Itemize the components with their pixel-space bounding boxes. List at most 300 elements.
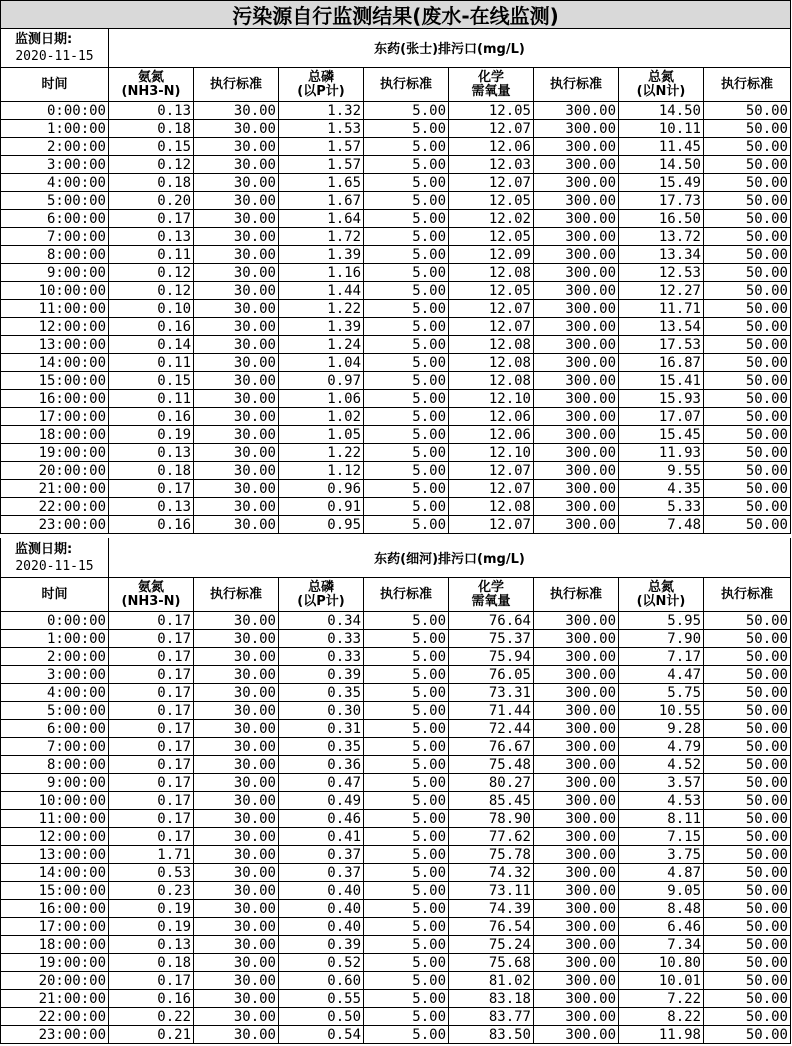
- table-cell-cod-standard: 300.00: [534, 954, 619, 972]
- column-header-phosphorus-standard: 执行标准: [364, 578, 449, 612]
- table-cell-cod-standard: 300.00: [534, 336, 619, 354]
- table-cell-cod-standard: 300.00: [534, 612, 619, 630]
- column-header-nitrogen: 总氮 (以N计): [619, 68, 704, 102]
- table-cell-cod: 80.27: [449, 774, 534, 792]
- table-cell-nitrogen: 8.11: [619, 810, 704, 828]
- table-cell-nitrogen: 8.22: [619, 1008, 704, 1026]
- outlet-name: 东药(细河)排污口(mg/L): [109, 538, 791, 578]
- table-cell-cod: 12.07: [449, 174, 534, 192]
- monitoring-date-cell: [0, 538, 109, 578]
- table-cell-cod-standard: 300.00: [534, 516, 619, 534]
- table-cell-ammonia: 0.17: [109, 774, 194, 792]
- table-cell-nitrogen-standard: 50.00: [704, 612, 791, 630]
- table-cell-phosphorus-standard: 5.00: [364, 918, 449, 936]
- table-cell-cod-standard: 300.00: [534, 864, 619, 882]
- table-cell-cod-standard: 300.00: [534, 684, 619, 702]
- table-cell-phosphorus: 0.37: [279, 864, 364, 882]
- table-cell-cod-standard: 300.00: [534, 882, 619, 900]
- table-cell-time: 3:00:00: [0, 666, 109, 684]
- monitoring-date-label: 监测日期:: [15, 31, 73, 47]
- table-cell-time: 13:00:00: [0, 846, 109, 864]
- column-header-nitrogen: 总氮 (以N计): [619, 578, 704, 612]
- table-cell-time: 11:00:00: [0, 300, 109, 318]
- table-cell-ammonia-standard: 30.00: [194, 684, 279, 702]
- column-header-phosphorus: 总磷 (以P计): [279, 578, 364, 612]
- table-cell-cod-standard: 300.00: [534, 426, 619, 444]
- table-cell-ammonia-standard: 30.00: [194, 1008, 279, 1026]
- table-cell-cod: 12.10: [449, 390, 534, 408]
- table-cell-ammonia-standard: 30.00: [194, 648, 279, 666]
- table-cell-ammonia: 0.18: [109, 174, 194, 192]
- table-cell-phosphorus: 1.22: [279, 444, 364, 462]
- table-cell-cod: 12.05: [449, 228, 534, 246]
- table-cell-ammonia-standard: 30.00: [194, 102, 279, 120]
- table-cell-phosphorus-standard: 5.00: [364, 480, 449, 498]
- column-header-cod: 化学 需氧量: [449, 68, 534, 102]
- table-cell-phosphorus-standard: 5.00: [364, 228, 449, 246]
- table-cell-cod: 12.10: [449, 444, 534, 462]
- table-cell-phosphorus-standard: 5.00: [364, 210, 449, 228]
- table-cell-nitrogen: 9.28: [619, 720, 704, 738]
- table-cell-cod-standard: 300.00: [534, 480, 619, 498]
- column-header-nitrogen-standard: 执行标准: [704, 578, 791, 612]
- table-cell-cod: 76.64: [449, 612, 534, 630]
- table-cell-nitrogen-standard: 50.00: [704, 300, 791, 318]
- table-cell-nitrogen-standard: 50.00: [704, 282, 791, 300]
- table-cell-cod: 12.08: [449, 498, 534, 516]
- table-cell-phosphorus-standard: 5.00: [364, 408, 449, 426]
- table-cell-nitrogen-standard: 50.00: [704, 444, 791, 462]
- table-cell-phosphorus-standard: 5.00: [364, 702, 449, 720]
- table-cell-cod-standard: 300.00: [534, 972, 619, 990]
- table-cell-time: 4:00:00: [0, 174, 109, 192]
- table-cell-time: 13:00:00: [0, 336, 109, 354]
- table-cell-cod-standard: 300.00: [534, 462, 619, 480]
- table-cell-ammonia: 0.19: [109, 426, 194, 444]
- table-cell-cod-standard: 300.00: [534, 1026, 619, 1044]
- table-cell-cod-standard: 300.00: [534, 828, 619, 846]
- table-cell-nitrogen-standard: 50.00: [704, 156, 791, 174]
- table-cell-cod-standard: 300.00: [534, 792, 619, 810]
- table-cell-nitrogen-standard: 50.00: [704, 228, 791, 246]
- table-cell-phosphorus: 1.72: [279, 228, 364, 246]
- table-cell-ammonia: 0.14: [109, 336, 194, 354]
- table-cell-cod-standard: 300.00: [534, 390, 619, 408]
- table-cell-ammonia: 0.17: [109, 666, 194, 684]
- table-cell-time: 0:00:00: [0, 102, 109, 120]
- table-cell-time: 7:00:00: [0, 228, 109, 246]
- table-cell-nitrogen-standard: 50.00: [704, 864, 791, 882]
- table-cell-ammonia: 0.22: [109, 1008, 194, 1026]
- table-cell-ammonia: 0.19: [109, 900, 194, 918]
- table-cell-cod: 76.67: [449, 738, 534, 756]
- table-cell-nitrogen-standard: 50.00: [704, 462, 791, 480]
- table-cell-ammonia: 0.17: [109, 210, 194, 228]
- table-cell-cod-standard: 300.00: [534, 246, 619, 264]
- table-cell-phosphorus: 0.39: [279, 936, 364, 954]
- table-cell-phosphorus: 1.53: [279, 120, 364, 138]
- table-cell-phosphorus-standard: 5.00: [364, 774, 449, 792]
- table-cell-ammonia: 1.71: [109, 846, 194, 864]
- table-cell-ammonia: 0.16: [109, 408, 194, 426]
- table-cell-nitrogen: 14.50: [619, 156, 704, 174]
- table-cell-cod-standard: 300.00: [534, 936, 619, 954]
- table-cell-nitrogen: 3.75: [619, 846, 704, 864]
- table-cell-cod-standard: 300.00: [534, 408, 619, 426]
- table-cell-ammonia: 0.17: [109, 828, 194, 846]
- table-cell-time: 20:00:00: [0, 462, 109, 480]
- report-title: 污染源自行监测结果(废水-在线监测): [0, 0, 791, 29]
- table-cell-cod-standard: 300.00: [534, 210, 619, 228]
- table-cell-time: 14:00:00: [0, 354, 109, 372]
- table-cell-cod: 12.08: [449, 372, 534, 390]
- table-cell-cod-standard: 300.00: [534, 900, 619, 918]
- table-cell-ammonia: 0.16: [109, 516, 194, 534]
- table-cell-time: 16:00:00: [0, 900, 109, 918]
- table-cell-ammonia: 0.13: [109, 444, 194, 462]
- table-cell-time: 1:00:00: [0, 120, 109, 138]
- table-cell-phosphorus-standard: 5.00: [364, 882, 449, 900]
- table-cell-time: 2:00:00: [0, 138, 109, 156]
- table-cell-time: 8:00:00: [0, 756, 109, 774]
- table-cell-nitrogen: 7.15: [619, 828, 704, 846]
- table-cell-ammonia: 0.18: [109, 462, 194, 480]
- table-cell-phosphorus: 0.95: [279, 516, 364, 534]
- outlet-name: 东药(张士)排污口(mg/L): [109, 28, 791, 68]
- table-cell-phosphorus-standard: 5.00: [364, 864, 449, 882]
- table-cell-cod: 74.32: [449, 864, 534, 882]
- table-cell-nitrogen: 7.34: [619, 936, 704, 954]
- table-cell-ammonia-standard: 30.00: [194, 846, 279, 864]
- table-cell-ammonia: 0.13: [109, 228, 194, 246]
- table-cell-phosphorus-standard: 5.00: [364, 828, 449, 846]
- table-cell-ammonia: 0.17: [109, 792, 194, 810]
- table-cell-ammonia-standard: 30.00: [194, 462, 279, 480]
- table-cell-cod: 12.08: [449, 336, 534, 354]
- table-cell-time: 17:00:00: [0, 918, 109, 936]
- table-cell-cod: 12.07: [449, 318, 534, 336]
- column-header-cod: 化学 需氧量: [449, 578, 534, 612]
- table-cell-cod-standard: 300.00: [534, 138, 619, 156]
- table-cell-cod: 75.48: [449, 756, 534, 774]
- table-cell-cod-standard: 300.00: [534, 990, 619, 1008]
- table-cell-time: 9:00:00: [0, 264, 109, 282]
- table-cell-cod: 77.62: [449, 828, 534, 846]
- table-cell-nitrogen: 16.87: [619, 354, 704, 372]
- table-cell-phosphorus-standard: 5.00: [364, 246, 449, 264]
- table-cell-ammonia: 0.17: [109, 720, 194, 738]
- table-cell-nitrogen: 13.72: [619, 228, 704, 246]
- table-cell-cod: 83.50: [449, 1026, 534, 1044]
- table-cell-nitrogen: 10.55: [619, 702, 704, 720]
- table-cell-phosphorus: 1.32: [279, 102, 364, 120]
- table-cell-phosphorus: 0.40: [279, 882, 364, 900]
- column-header-phosphorus: 总磷 (以P计): [279, 68, 364, 102]
- table-cell-cod-standard: 300.00: [534, 810, 619, 828]
- table-cell-nitrogen-standard: 50.00: [704, 1026, 791, 1044]
- table-cell-nitrogen-standard: 50.00: [704, 318, 791, 336]
- table-cell-cod-standard: 300.00: [534, 174, 619, 192]
- table-cell-ammonia: 0.18: [109, 120, 194, 138]
- monitoring-date-value: 2020-11-15: [15, 558, 94, 574]
- table-cell-time: 22:00:00: [0, 498, 109, 516]
- table-cell-nitrogen-standard: 50.00: [704, 426, 791, 444]
- table-cell-cod: 12.07: [449, 516, 534, 534]
- table-cell-time: 12:00:00: [0, 318, 109, 336]
- table-cell-ammonia-standard: 30.00: [194, 444, 279, 462]
- table-cell-ammonia-standard: 30.00: [194, 354, 279, 372]
- table-cell-time: 15:00:00: [0, 882, 109, 900]
- table-cell-nitrogen: 4.53: [619, 792, 704, 810]
- table-cell-phosphorus: 1.16: [279, 264, 364, 282]
- table-cell-time: 1:00:00: [0, 630, 109, 648]
- table-cell-nitrogen-standard: 50.00: [704, 408, 791, 426]
- table-cell-phosphorus: 0.40: [279, 900, 364, 918]
- table-cell-ammonia: 0.11: [109, 246, 194, 264]
- table-cell-cod: 12.03: [449, 156, 534, 174]
- table-cell-nitrogen: 4.87: [619, 864, 704, 882]
- table-cell-time: 19:00:00: [0, 954, 109, 972]
- table-cell-nitrogen-standard: 50.00: [704, 792, 791, 810]
- table-cell-cod: 12.02: [449, 210, 534, 228]
- table-cell-phosphorus-standard: 5.00: [364, 1026, 449, 1044]
- table-cell-ammonia: 0.17: [109, 612, 194, 630]
- table-cell-ammonia-standard: 30.00: [194, 774, 279, 792]
- column-header-nitrogen-standard: 执行标准: [704, 68, 791, 102]
- table-cell-ammonia: 0.17: [109, 702, 194, 720]
- column-header-time: 时间: [0, 578, 109, 612]
- table-cell-cod-standard: 300.00: [534, 648, 619, 666]
- table-cell-cod: 75.78: [449, 846, 534, 864]
- table-cell-cod: 12.08: [449, 354, 534, 372]
- table-cell-time: 23:00:00: [0, 1026, 109, 1044]
- table-cell-ammonia-standard: 30.00: [194, 336, 279, 354]
- table-cell-time: 17:00:00: [0, 408, 109, 426]
- table-cell-time: 10:00:00: [0, 282, 109, 300]
- table-cell-nitrogen-standard: 50.00: [704, 720, 791, 738]
- table-cell-phosphorus: 1.04: [279, 354, 364, 372]
- table-cell-ammonia-standard: 30.00: [194, 954, 279, 972]
- table-cell-ammonia-standard: 30.00: [194, 156, 279, 174]
- table-cell-nitrogen: 5.75: [619, 684, 704, 702]
- table-cell-nitrogen-standard: 50.00: [704, 666, 791, 684]
- table-cell-nitrogen: 7.22: [619, 990, 704, 1008]
- table-cell-ammonia-standard: 30.00: [194, 810, 279, 828]
- table-cell-nitrogen: 12.27: [619, 282, 704, 300]
- column-header-phosphorus-standard: 执行标准: [364, 68, 449, 102]
- table-cell-nitrogen: 10.11: [619, 120, 704, 138]
- table-cell-cod-standard: 300.00: [534, 666, 619, 684]
- table-cell-phosphorus-standard: 5.00: [364, 390, 449, 408]
- table-cell-cod-standard: 300.00: [534, 282, 619, 300]
- table-cell-cod: 12.05: [449, 282, 534, 300]
- table-cell-phosphorus: 0.39: [279, 666, 364, 684]
- table-cell-phosphorus-standard: 5.00: [364, 792, 449, 810]
- table-cell-cod: 12.07: [449, 480, 534, 498]
- table-cell-phosphorus: 0.96: [279, 480, 364, 498]
- table-cell-ammonia-standard: 30.00: [194, 828, 279, 846]
- table-cell-cod: 73.11: [449, 882, 534, 900]
- table-cell-nitrogen-standard: 50.00: [704, 774, 791, 792]
- table-cell-nitrogen-standard: 50.00: [704, 102, 791, 120]
- table-cell-phosphorus: 1.39: [279, 318, 364, 336]
- monitoring-date-label: 监测日期:: [15, 541, 73, 557]
- table-cell-nitrogen-standard: 50.00: [704, 936, 791, 954]
- table-cell-cod-standard: 300.00: [534, 192, 619, 210]
- table-cell-nitrogen-standard: 50.00: [704, 648, 791, 666]
- table-cell-cod-standard: 300.00: [534, 774, 619, 792]
- table-cell-cod-standard: 300.00: [534, 918, 619, 936]
- table-cell-ammonia-standard: 30.00: [194, 390, 279, 408]
- table-cell-time: 6:00:00: [0, 210, 109, 228]
- table-cell-ammonia-standard: 30.00: [194, 210, 279, 228]
- table-cell-phosphorus: 0.35: [279, 738, 364, 756]
- table-cell-nitrogen-standard: 50.00: [704, 516, 791, 534]
- table-cell-ammonia: 0.13: [109, 102, 194, 120]
- table-cell-phosphorus-standard: 5.00: [364, 372, 449, 390]
- table-cell-nitrogen-standard: 50.00: [704, 954, 791, 972]
- table-cell-ammonia-standard: 30.00: [194, 792, 279, 810]
- table-cell-nitrogen-standard: 50.00: [704, 684, 791, 702]
- table-cell-ammonia: 0.19: [109, 918, 194, 936]
- table-cell-nitrogen: 7.48: [619, 516, 704, 534]
- table-cell-nitrogen-standard: 50.00: [704, 990, 791, 1008]
- column-header-ammonia: 氨氮 (NH3-N): [109, 68, 194, 102]
- table-cell-cod: 81.02: [449, 972, 534, 990]
- table-cell-phosphorus: 1.24: [279, 336, 364, 354]
- table-cell-ammonia-standard: 30.00: [194, 738, 279, 756]
- column-header-time: 时间: [0, 68, 109, 102]
- table-cell-phosphorus: 0.46: [279, 810, 364, 828]
- table-cell-cod-standard: 300.00: [534, 120, 619, 138]
- table-cell-phosphorus-standard: 5.00: [364, 936, 449, 954]
- table-cell-nitrogen: 14.50: [619, 102, 704, 120]
- table-cell-ammonia: 0.15: [109, 372, 194, 390]
- table-cell-time: 23:00:00: [0, 516, 109, 534]
- column-header-cod-standard: 执行标准: [534, 578, 619, 612]
- table-cell-phosphorus: 0.60: [279, 972, 364, 990]
- column-header-ammonia-standard: 执行标准: [194, 578, 279, 612]
- table-cell-cod-standard: 300.00: [534, 630, 619, 648]
- table-cell-cod-standard: 300.00: [534, 102, 619, 120]
- table-cell-cod: 83.18: [449, 990, 534, 1008]
- table-cell-ammonia: 0.17: [109, 480, 194, 498]
- table-cell-cod: 12.06: [449, 408, 534, 426]
- table-cell-phosphorus-standard: 5.00: [364, 192, 449, 210]
- table-cell-phosphorus-standard: 5.00: [364, 426, 449, 444]
- table-cell-ammonia: 0.17: [109, 756, 194, 774]
- table-cell-time: 14:00:00: [0, 864, 109, 882]
- table-cell-time: 11:00:00: [0, 810, 109, 828]
- table-cell-cod: 12.05: [449, 102, 534, 120]
- table-cell-ammonia-standard: 30.00: [194, 282, 279, 300]
- table-cell-phosphorus: 1.65: [279, 174, 364, 192]
- table-cell-nitrogen: 13.54: [619, 318, 704, 336]
- table-cell-phosphorus-standard: 5.00: [364, 612, 449, 630]
- table-cell-ammonia: 0.17: [109, 648, 194, 666]
- table-cell-phosphorus: 0.47: [279, 774, 364, 792]
- table-cell-cod-standard: 300.00: [534, 756, 619, 774]
- table-cell-ammonia-standard: 30.00: [194, 612, 279, 630]
- table-cell-nitrogen-standard: 50.00: [704, 882, 791, 900]
- table-cell-cod-standard: 300.00: [534, 846, 619, 864]
- table-cell-ammonia: 0.12: [109, 282, 194, 300]
- table-cell-cod: 12.07: [449, 120, 534, 138]
- table-cell-cod: 75.68: [449, 954, 534, 972]
- table-cell-time: 21:00:00: [0, 990, 109, 1008]
- table-cell-ammonia-standard: 30.00: [194, 516, 279, 534]
- table-cell-nitrogen-standard: 50.00: [704, 900, 791, 918]
- table-cell-ammonia: 0.16: [109, 318, 194, 336]
- table-cell-nitrogen: 15.45: [619, 426, 704, 444]
- table-cell-nitrogen: 13.34: [619, 246, 704, 264]
- table-cell-cod: 75.37: [449, 630, 534, 648]
- table-cell-nitrogen-standard: 50.00: [704, 972, 791, 990]
- table-cell-phosphorus: 0.40: [279, 918, 364, 936]
- table-cell-time: 4:00:00: [0, 684, 109, 702]
- table-cell-cod-standard: 300.00: [534, 1008, 619, 1026]
- table-cell-cod-standard: 300.00: [534, 318, 619, 336]
- table-cell-phosphorus: 1.22: [279, 300, 364, 318]
- table-cell-ammonia-standard: 30.00: [194, 720, 279, 738]
- table-cell-phosphorus: 0.49: [279, 792, 364, 810]
- table-cell-nitrogen-standard: 50.00: [704, 354, 791, 372]
- table-cell-ammonia-standard: 30.00: [194, 630, 279, 648]
- table-cell-ammonia: 0.17: [109, 630, 194, 648]
- monitoring-date-cell: [0, 28, 109, 68]
- table-cell-nitrogen-standard: 50.00: [704, 630, 791, 648]
- table-cell-ammonia: 0.17: [109, 684, 194, 702]
- table-cell-nitrogen: 12.53: [619, 264, 704, 282]
- table-cell-phosphorus: 0.33: [279, 648, 364, 666]
- table-cell-cod: 71.44: [449, 702, 534, 720]
- table-cell-phosphorus: 0.31: [279, 720, 364, 738]
- table-cell-phosphorus: 0.55: [279, 990, 364, 1008]
- table-cell-ammonia: 0.17: [109, 810, 194, 828]
- table-cell-phosphorus: 0.36: [279, 756, 364, 774]
- table-cell-cod-standard: 300.00: [534, 738, 619, 756]
- table-cell-time: 15:00:00: [0, 372, 109, 390]
- table-cell-cod: 75.24: [449, 936, 534, 954]
- table-cell-cod-standard: 300.00: [534, 372, 619, 390]
- column-header-ammonia: 氨氮 (NH3-N): [109, 578, 194, 612]
- table-cell-nitrogen: 5.95: [619, 612, 704, 630]
- table-cell-ammonia-standard: 30.00: [194, 918, 279, 936]
- table-cell-cod: 85.45: [449, 792, 534, 810]
- table-cell-phosphorus-standard: 5.00: [364, 846, 449, 864]
- table-cell-phosphorus: 1.64: [279, 210, 364, 228]
- table-cell-ammonia: 0.11: [109, 390, 194, 408]
- table-cell-ammonia-standard: 30.00: [194, 318, 279, 336]
- table-cell-nitrogen-standard: 50.00: [704, 210, 791, 228]
- table-cell-phosphorus: 1.05: [279, 426, 364, 444]
- table-cell-nitrogen-standard: 50.00: [704, 246, 791, 264]
- table-cell-phosphorus-standard: 5.00: [364, 282, 449, 300]
- table-cell-nitrogen-standard: 50.00: [704, 480, 791, 498]
- table-cell-nitrogen: 9.55: [619, 462, 704, 480]
- table-cell-time: 6:00:00: [0, 720, 109, 738]
- table-cell-ammonia-standard: 30.00: [194, 936, 279, 954]
- table-cell-phosphorus-standard: 5.00: [364, 720, 449, 738]
- table-cell-phosphorus-standard: 5.00: [364, 1008, 449, 1026]
- table-cell-ammonia-standard: 30.00: [194, 900, 279, 918]
- table-cell-ammonia-standard: 30.00: [194, 480, 279, 498]
- table-cell-cod-standard: 300.00: [534, 444, 619, 462]
- table-cell-phosphorus-standard: 5.00: [364, 102, 449, 120]
- table-cell-nitrogen: 11.71: [619, 300, 704, 318]
- table-cell-phosphorus: 0.33: [279, 630, 364, 648]
- table-cell-time: 0:00:00: [0, 612, 109, 630]
